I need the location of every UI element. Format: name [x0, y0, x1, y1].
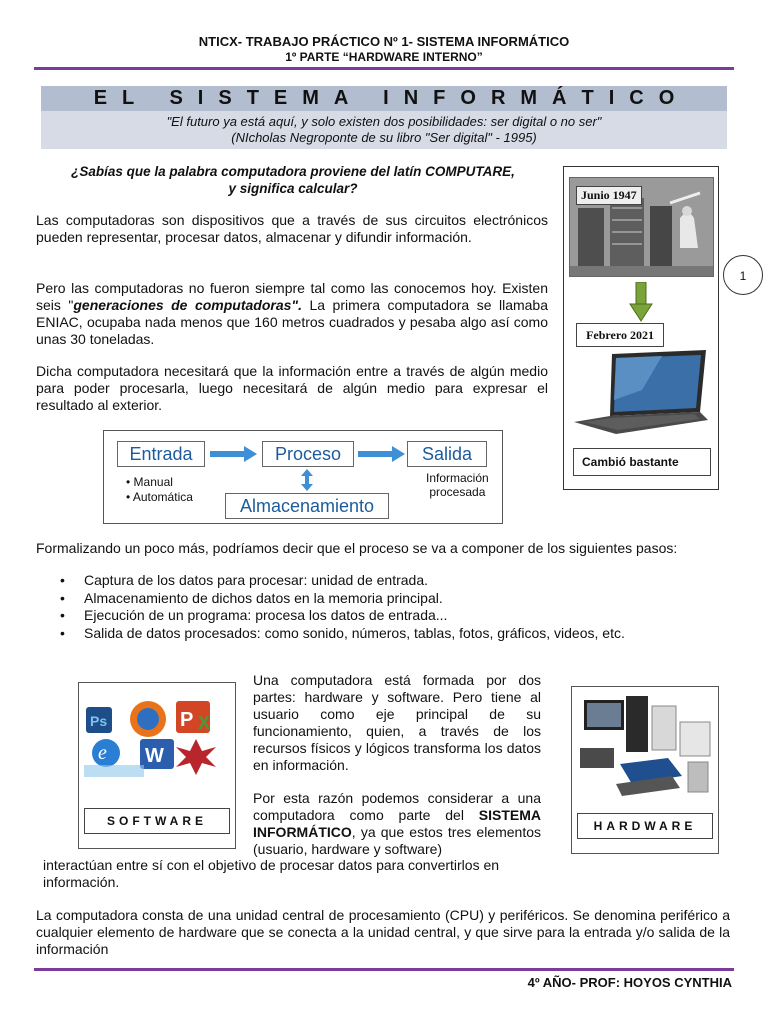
right-arrow-icon: [210, 446, 258, 462]
quote-line-1: "El futuro ya está aquí, y solo existen dos posibilidades: ser digital o no ser": [166, 114, 602, 129]
svg-text:W: W: [145, 745, 164, 767]
list-item: • Salida de datos procesados: como sonido, números, tablas, fotos, gráficos, videos, etc.: [60, 625, 625, 643]
mid-p2-b: , ya que estos tres elementos (usuario, hardware y software): [253, 824, 541, 857]
cpu-paragraph: La computadora consta de una unidad central de procesamiento (CPU) y periféricos. Se denomina periférico a cualquier elemento de hardware que se conecta a la unidad central, y que sirve para la entrada y/o salida de la información: [36, 907, 730, 957]
hw-sw-paragraph-3: interactúan entre sí con el objetivo de procesar datos para convertirlos en información.: [43, 857, 500, 890]
software-label: SOFTWARE: [84, 808, 230, 834]
quote-band: [41, 111, 727, 149]
laptop-image: [572, 350, 710, 436]
question-line-2: y significa calcular?: [228, 181, 358, 196]
svg-text:X: X: [198, 713, 211, 733]
software-logos-image: [84, 695, 230, 777]
footer: 4º AÑO- PROF: HOYOS CYNTHIA: [527, 975, 732, 990]
process-diagram: [103, 430, 503, 524]
mid-p2-a: Por esta razón podemos considerar a una computadora como parte del: [253, 790, 541, 823]
svg-text:Ps: Ps: [90, 713, 108, 729]
hardware-label: HARDWARE: [577, 813, 713, 839]
steps-list: [60, 572, 625, 642]
info-line-1: Información: [426, 471, 489, 485]
label-changed: Cambió bastante: [573, 448, 711, 476]
photo-date-label: Junio 1947: [576, 186, 642, 205]
diagram-manual: • Manual: [126, 475, 173, 489]
hw-sw-paragraph-2: [253, 790, 541, 858]
right-arrow-icon: [358, 446, 406, 462]
p2-bold: generaciones de computadoras".: [73, 297, 302, 313]
header-line-1: NTICX- TRABAJO PRÁCTICO Nº 1- SISTEMA INFORMÁTICO: [198, 34, 570, 49]
intro-paragraph-1: Las computadoras son dispositivos que a través de sus circuitos electrónicos pueden representar, procesar datos, almacenar y difundir información.: [36, 212, 548, 245]
info-line-2: procesada: [429, 485, 486, 499]
p2-text-a: Pero las computadoras no fueron siempre tal como las conocemos hoy. Existen seis ": [36, 280, 548, 313]
page-title: EL SISTEMA INFORMÁTICO: [41, 86, 727, 111]
mid-p2-bold: SISTEMA INFORMÁTICO: [253, 807, 541, 840]
diagram-entrada: Entrada: [117, 441, 205, 467]
bottom-rule: [34, 968, 734, 971]
updown-arrow-icon: [300, 469, 314, 491]
p2-text-b: La primera computadora se llamaba ENIAC, ocupaba nada menos que 160 metros cuadrados y pesaba algo así como unas 30 toneladas.: [36, 297, 549, 347]
intro-paragraph-3: Dicha computadora necesitará que la información entre a través de algún medio para poder procesarla, luego necesitará de algún medio para expresar el resultado al exterior.: [36, 363, 548, 413]
svg-text:P: P: [180, 709, 194, 731]
hw-sw-paragraph-1: Una computadora está formada por dos partes: hardware y software. Pero tiene al usuario como eje principal de su funcionamiento, quien, a través de los recursos físicos y lógicos transforma los datos en información.: [253, 672, 541, 773]
top-rule: [34, 67, 734, 70]
eniac-photo: [569, 177, 714, 277]
header-line-2: 1º PARTE “HARDWARE INTERNO”: [285, 50, 483, 64]
diagram-almacenamiento: Almacenamiento: [225, 493, 389, 519]
list-item: • Ejecución de un programa: procesa los datos de entrada...: [60, 607, 625, 625]
label-2021: Febrero 2021: [576, 323, 664, 347]
diagram-proceso: Proceso: [262, 441, 354, 467]
hardware-image: [576, 692, 716, 802]
list-item: • Captura de los datos para procesar: unidad de entrada.: [60, 572, 625, 590]
intro-paragraph-2: [36, 280, 548, 348]
page-number: 1: [723, 255, 763, 295]
manual-text: Manual: [133, 475, 173, 489]
quote-line-2: (NIcholas Negroponte de su libro "Ser digital" - 1995): [231, 130, 537, 145]
diagram-automatica: • Automática: [126, 490, 193, 504]
svg-text:e: e: [98, 742, 107, 764]
diagram-salida: Salida: [407, 441, 487, 467]
diagram-info: [426, 471, 489, 499]
formal-intro: Formalizando un poco más, podríamos decir que el proceso se va a componer de los siguientes pasos:: [36, 540, 678, 556]
question-line-1: ¿Sabías que la palabra computadora proviene del latín COMPUTARE,: [71, 164, 515, 179]
intro-question: [36, 163, 550, 197]
automatica-text: Automática: [132, 490, 193, 504]
down-arrow-icon: [629, 282, 653, 322]
list-item: • Almacenamiento de dichos datos en la memoria principal.: [60, 590, 625, 608]
